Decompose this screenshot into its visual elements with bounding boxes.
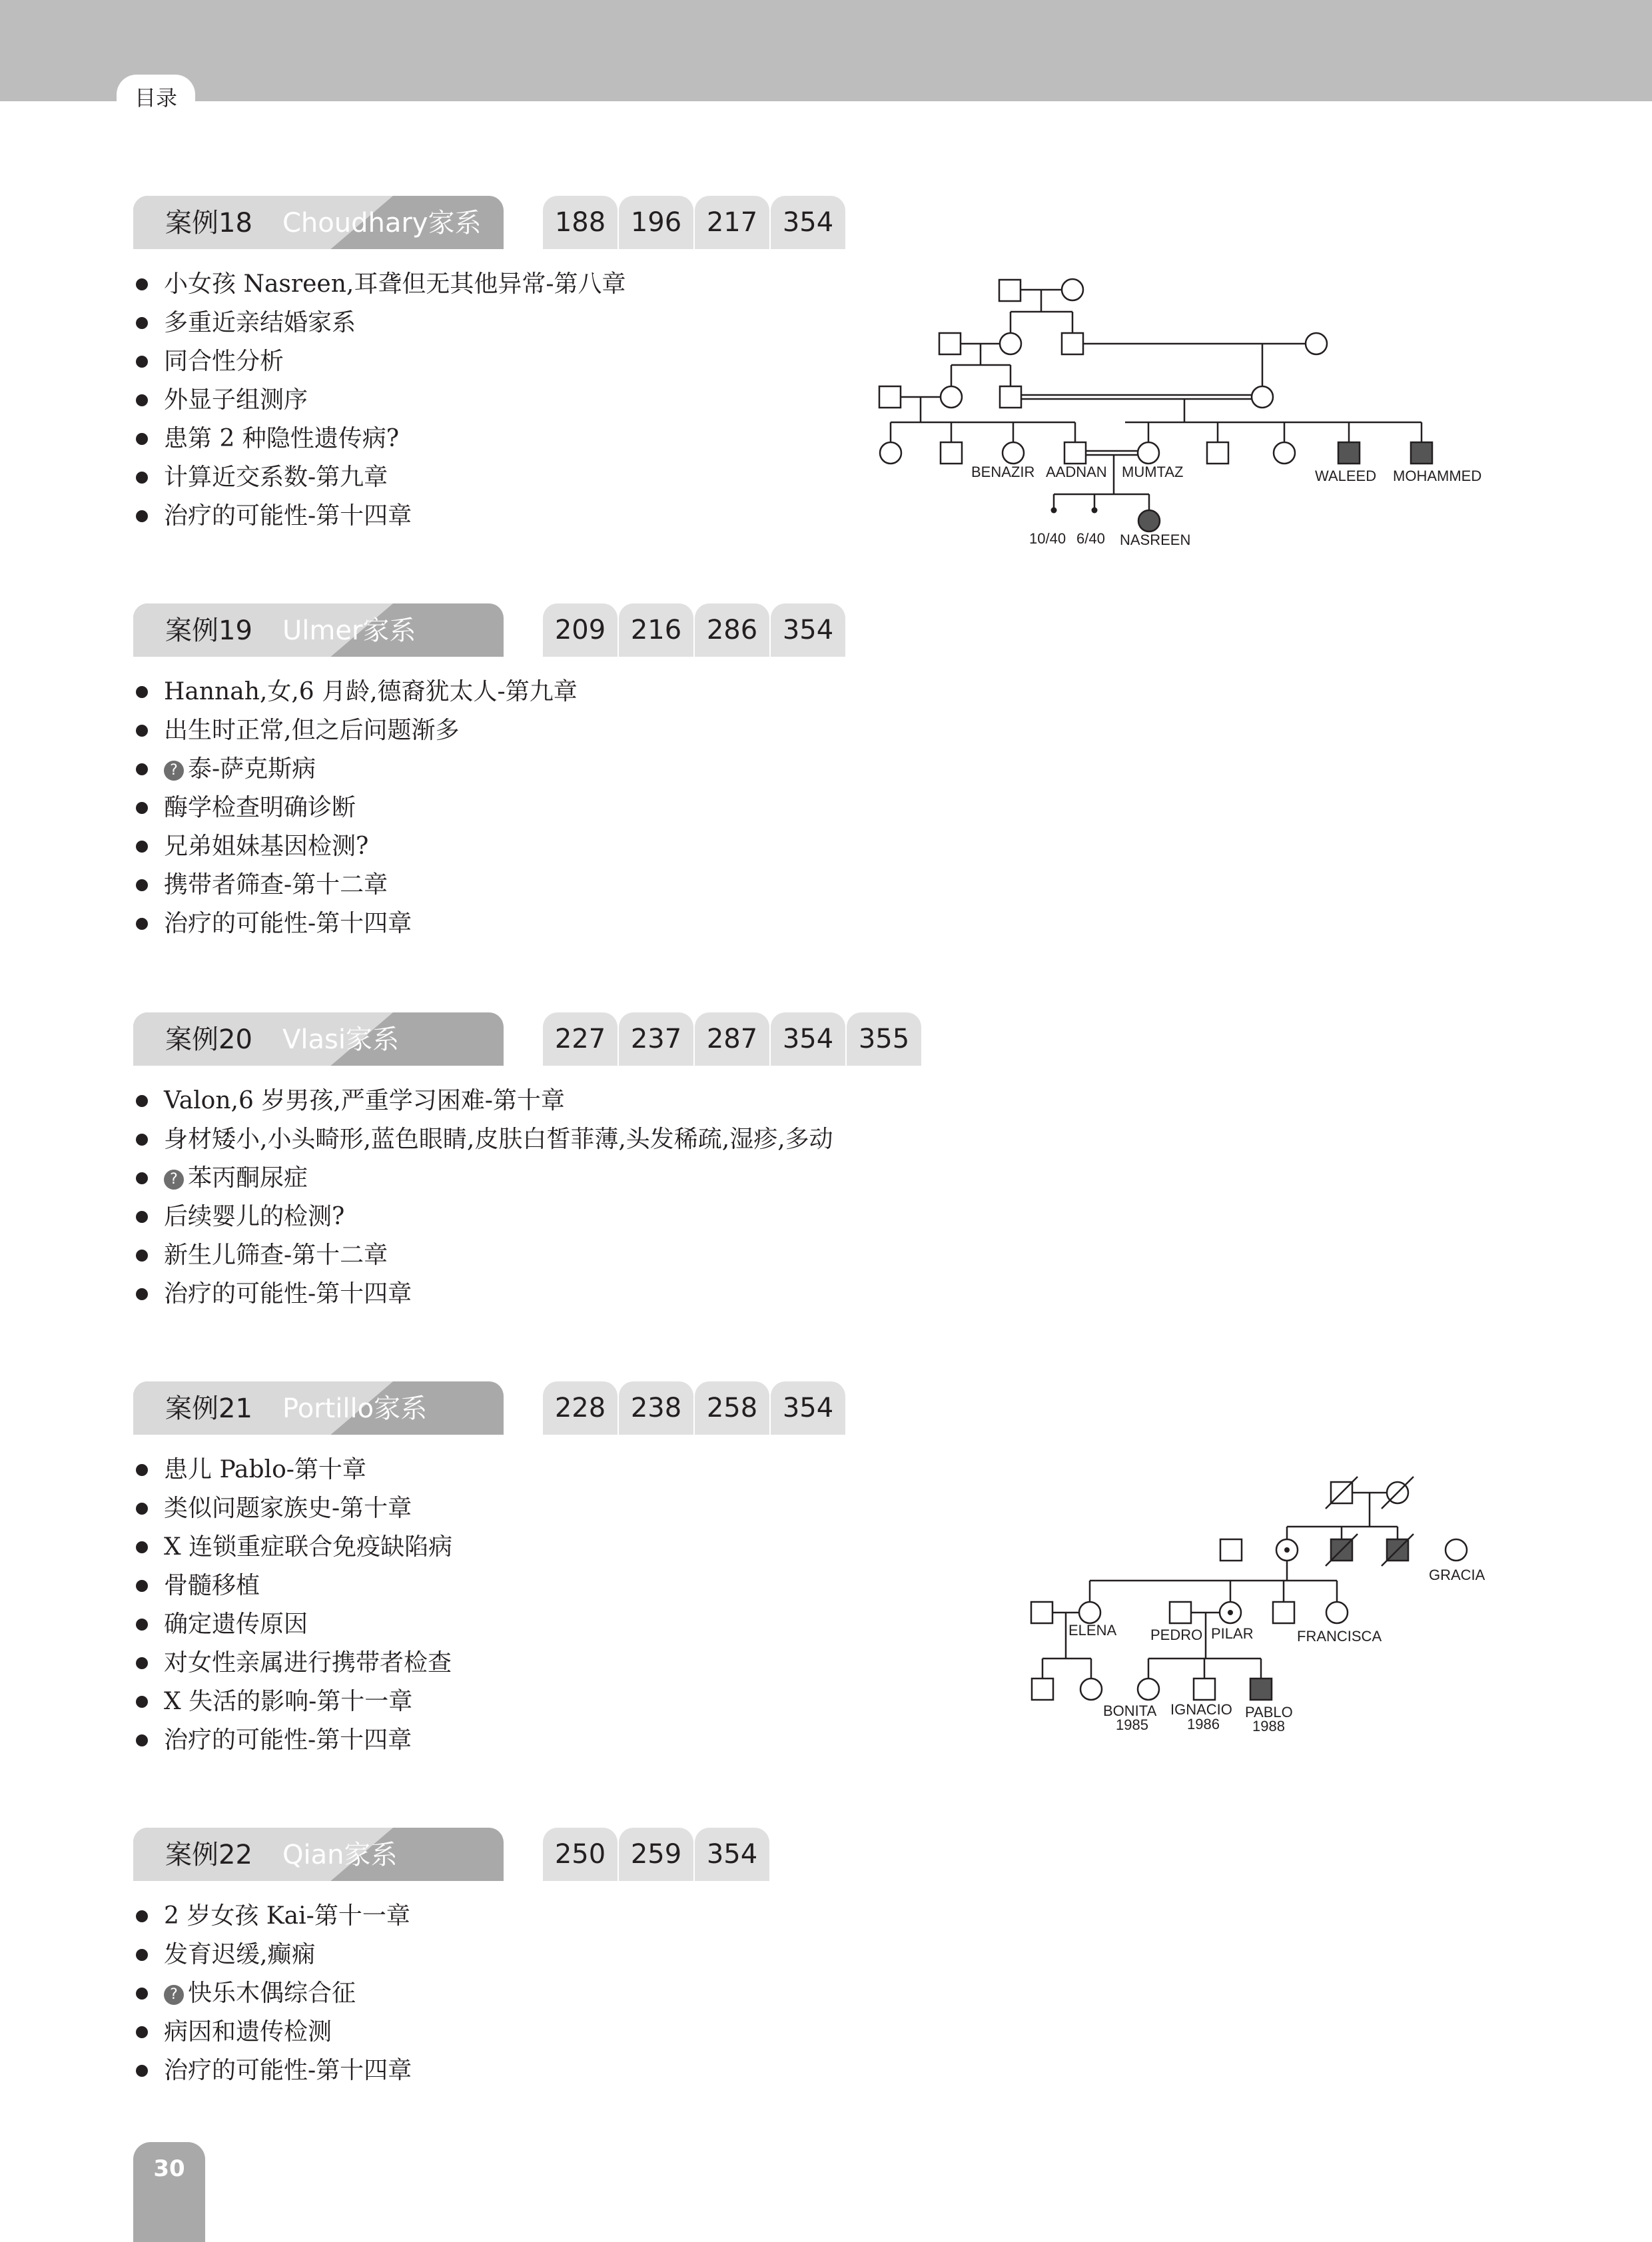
bullet-dot-icon — [136, 1988, 148, 2000]
bullet-dot-icon — [136, 725, 148, 737]
page-number: 30 — [133, 2142, 205, 2242]
pedigree-label-bonita: BONITA — [1103, 1702, 1157, 1719]
bullet-text: 发育迟缓,癫痫 — [164, 1941, 316, 1968]
pedigree-label-benazir: BENAZIR — [971, 464, 1035, 480]
page-link[interactable]: 287 — [695, 1012, 769, 1066]
bullet-item — [133, 1082, 833, 1120]
header-band — [0, 0, 1652, 101]
page-link[interactable]: 188 — [543, 196, 618, 249]
case-header[interactable] — [133, 1828, 504, 1881]
bullet-text: 治疗的可能性-第十四章 — [164, 1280, 412, 1308]
page-link[interactable]: 354 — [771, 603, 845, 657]
bullet-text: Valon,6 岁男孩,严重学习困难-第十章 — [164, 1087, 565, 1114]
bullet-item — [133, 1897, 412, 1936]
bullet-dot-icon — [136, 1541, 148, 1553]
page-link[interactable]: 354 — [771, 1012, 845, 1066]
case-label: 案例21 — [165, 1393, 252, 1424]
bullet-dot-icon — [136, 1619, 148, 1631]
case-family-name: Portillo家系 — [282, 1393, 428, 1424]
bullet-item — [133, 1721, 452, 1760]
bullet-text: Hannah,女,6 月龄,德裔犹太人-第九章 — [164, 678, 578, 705]
bullet-text: 治疗的可能性-第十四章 — [164, 1726, 412, 1754]
question-icon: ? — [164, 761, 184, 781]
bullet-text: 治疗的可能性-第十四章 — [164, 910, 412, 937]
page-link[interactable]: 286 — [695, 603, 769, 657]
pedigree-label-francisca: FRANCISCA — [1297, 1628, 1382, 1645]
page-references — [543, 196, 845, 249]
bullet-item — [133, 750, 578, 789]
bullet-item — [133, 1236, 833, 1275]
bullet-item — [133, 1682, 452, 1721]
bullet-item — [133, 1936, 412, 1974]
bullet-dot-icon — [136, 1949, 148, 1961]
bullet-dot-icon — [136, 1211, 148, 1223]
bullet-item — [133, 1275, 833, 1313]
page-link[interactable]: 217 — [695, 196, 769, 249]
page-link[interactable]: 238 — [619, 1381, 693, 1435]
bullet-dot-icon — [136, 1503, 148, 1515]
bullet-item — [133, 1528, 452, 1567]
bullet-item — [133, 497, 626, 536]
bullet-dot-icon — [136, 510, 148, 522]
pedigree-label-nasreen: NASREEN — [1120, 532, 1191, 548]
case-label: 案例19 — [165, 615, 252, 646]
bullet-item — [133, 342, 626, 381]
bullet-item — [133, 711, 578, 750]
bullet-list — [133, 1451, 452, 1760]
case-header[interactable] — [133, 196, 504, 249]
case-label: 案例18 — [165, 208, 252, 238]
bullet-dot-icon — [136, 686, 148, 698]
bullet-text: 快乐木偶综合征 — [188, 1980, 356, 2007]
bullet-text: 对女性亲属进行携带者检查 — [164, 1649, 452, 1677]
page-references — [543, 603, 845, 657]
toc-tab[interactable]: 目录 — [117, 75, 195, 119]
page-link[interactable]: 250 — [543, 1828, 618, 1881]
bullet-item — [133, 1644, 452, 1682]
case-label: 案例22 — [165, 1840, 252, 1870]
case-family-name: Qian家系 — [282, 1840, 398, 1870]
bullet-text: 同合性分析 — [164, 348, 284, 375]
pedigree-label-pregnancy-2: 6/40 — [1076, 530, 1105, 547]
bullet-text: 病因和遗传检测 — [164, 2018, 332, 2046]
bullet-list — [133, 1897, 412, 2090]
bullet-item — [133, 673, 578, 711]
question-icon: ? — [164, 1170, 184, 1190]
pedigree-label-waleed: WALEED — [1315, 468, 1377, 484]
bullet-text: 苯丙酮尿症 — [188, 1164, 308, 1192]
bullet-text: X 连锁重症联合免疫缺陷病 — [164, 1533, 453, 1561]
bullet-text: 患儿 Pablo-第十章 — [164, 1456, 366, 1483]
bullet-item — [133, 420, 626, 458]
page-link[interactable]: 237 — [619, 1012, 693, 1066]
case-family-name: Vlasi家系 — [282, 1024, 399, 1055]
pedigree-label-aadnan: AADNAN — [1046, 464, 1107, 480]
bullet-dot-icon — [136, 1910, 148, 1922]
case-label: 案例20 — [165, 1024, 252, 1055]
bullet-item — [133, 789, 578, 827]
page-link[interactable]: 258 — [695, 1381, 769, 1435]
bullet-text: 身材矮小,小头畸形,蓝色眼睛,皮肤白皙菲薄,头发稀疏,湿疹,多动 — [164, 1126, 833, 1153]
bullet-text: 泰-萨克斯病 — [188, 755, 316, 783]
pedigree-label-mumtaz: MUMTAZ — [1122, 464, 1184, 480]
bullet-text: 患第 2 种隐性遗传病? — [164, 425, 400, 452]
pedigree-label-pedro: PEDRO — [1150, 1627, 1203, 1643]
pedigree-label-pilar: PILAR — [1211, 1625, 1254, 1642]
bullet-text: 新生儿筛查-第十二章 — [164, 1242, 388, 1269]
bullet-text: 外显子组测序 — [164, 386, 308, 414]
bullet-item — [133, 458, 626, 497]
bullet-dot-icon — [136, 1172, 148, 1184]
page-references — [543, 1012, 921, 1066]
pedigree-label-elena: ELENA — [1068, 1622, 1117, 1639]
bullet-text: 小女孩 Nasreen,耳聋但无其他异常-第八章 — [164, 270, 626, 298]
page-references — [543, 1381, 845, 1435]
bullet-dot-icon — [136, 472, 148, 484]
page-link[interactable]: 227 — [543, 1012, 618, 1066]
bullet-dot-icon — [136, 879, 148, 891]
bullet-dot-icon — [136, 1288, 148, 1300]
bullet-text: 治疗的可能性-第十四章 — [164, 2057, 412, 2084]
bullet-dot-icon — [136, 763, 148, 775]
pedigree-label-pregnancy-1: 10/40 — [1029, 530, 1066, 547]
pedigree-choudhary — [866, 266, 1505, 560]
bullet-dot-icon — [136, 1734, 148, 1746]
case-header[interactable] — [133, 1381, 504, 1435]
question-icon: ? — [164, 1985, 184, 2005]
bullet-dot-icon — [136, 2026, 148, 2038]
pedigree-label-gracia: GRACIA — [1429, 1567, 1485, 1583]
bullet-dot-icon — [136, 841, 148, 853]
bullet-item — [133, 1567, 452, 1605]
bullet-list — [133, 265, 626, 536]
bullet-item — [133, 304, 626, 342]
page-references — [543, 1828, 769, 1881]
bullet-text: X 失活的影响-第十一章 — [164, 1688, 413, 1715]
case-header[interactable] — [133, 1012, 504, 1066]
pedigree-label-mohammed: MOHAMMED — [1393, 468, 1482, 484]
pedigree-label-pablo-year: 1988 — [1252, 1718, 1285, 1734]
bullet-dot-icon — [136, 918, 148, 930]
bullet-text: 携带者筛查-第十二章 — [164, 871, 388, 899]
case-family-name: Ulmer家系 — [282, 615, 416, 646]
bullet-dot-icon — [136, 1657, 148, 1669]
bullet-item — [133, 905, 578, 943]
page-link[interactable]: 355 — [847, 1012, 921, 1066]
bullet-item — [133, 1159, 833, 1198]
page-link[interactable]: 354 — [695, 1828, 769, 1881]
bullet-text: 兄弟姐妹基因检测? — [164, 833, 369, 860]
bullet-item — [133, 265, 626, 304]
bullet-item — [133, 2052, 412, 2090]
bullet-dot-icon — [136, 356, 148, 368]
bullet-text: 类似问题家族史-第十章 — [164, 1495, 412, 1522]
bullet-text: 2 岁女孩 Kai-第十一章 — [164, 1902, 410, 1930]
bullet-dot-icon — [136, 1696, 148, 1708]
bullet-text: 治疗的可能性-第十四章 — [164, 502, 412, 530]
bullet-dot-icon — [136, 1095, 148, 1107]
bullet-item — [133, 381, 626, 420]
bullet-text: 确定遗传原因 — [164, 1611, 308, 1638]
page-link[interactable]: 216 — [619, 603, 693, 657]
bullet-text: 后续婴儿的检测? — [164, 1203, 345, 1230]
bullet-item — [133, 866, 578, 905]
bullet-text: 酶学检查明确诊断 — [164, 794, 356, 821]
pedigree-label-pablo: PABLO — [1245, 1704, 1293, 1720]
bullet-item — [133, 1605, 452, 1644]
bullet-text: 多重近亲结婚家系 — [164, 309, 356, 336]
bullet-item — [133, 1198, 833, 1236]
bullet-text: 骨髓移植 — [164, 1572, 260, 1599]
pedigree-label-ignacio: IGNACIO — [1170, 1701, 1232, 1718]
case-header[interactable] — [133, 603, 504, 657]
pedigree-label-ignacio-year: 1986 — [1187, 1716, 1220, 1732]
page-link[interactable]: 354 — [771, 1381, 845, 1435]
page-link[interactable]: 228 — [543, 1381, 618, 1435]
pedigree-label-bonita-year: 1985 — [1116, 1716, 1148, 1733]
bullet-dot-icon — [136, 1580, 148, 1592]
page-link[interactable]: 354 — [771, 196, 845, 249]
bullet-dot-icon — [136, 317, 148, 329]
bullet-dot-icon — [136, 1250, 148, 1262]
bullet-text: 计算近交系数-第九章 — [164, 464, 388, 491]
bullet-item — [133, 2013, 412, 2052]
bullet-dot-icon — [136, 433, 148, 445]
bullet-dot-icon — [136, 278, 148, 290]
pedigree-portillo — [1013, 1459, 1519, 1745]
bullet-item — [133, 1120, 833, 1159]
bullet-dot-icon — [136, 1134, 148, 1146]
page-link[interactable]: 196 — [619, 196, 693, 249]
bullet-item — [133, 1489, 452, 1528]
bullet-dot-icon — [136, 1464, 148, 1476]
page-link[interactable]: 259 — [619, 1828, 693, 1881]
case-family-name: Choudhary家系 — [282, 208, 482, 238]
bullet-text: 出生时正常,但之后问题渐多 — [164, 717, 460, 744]
bullet-item — [133, 1451, 452, 1489]
bullet-item — [133, 1974, 412, 2013]
bullet-list — [133, 1082, 833, 1313]
page-link[interactable]: 209 — [543, 603, 618, 657]
bullet-list — [133, 673, 578, 943]
bullet-dot-icon — [136, 2065, 148, 2077]
bullet-dot-icon — [136, 802, 148, 814]
bullet-dot-icon — [136, 394, 148, 406]
bullet-item — [133, 827, 578, 866]
